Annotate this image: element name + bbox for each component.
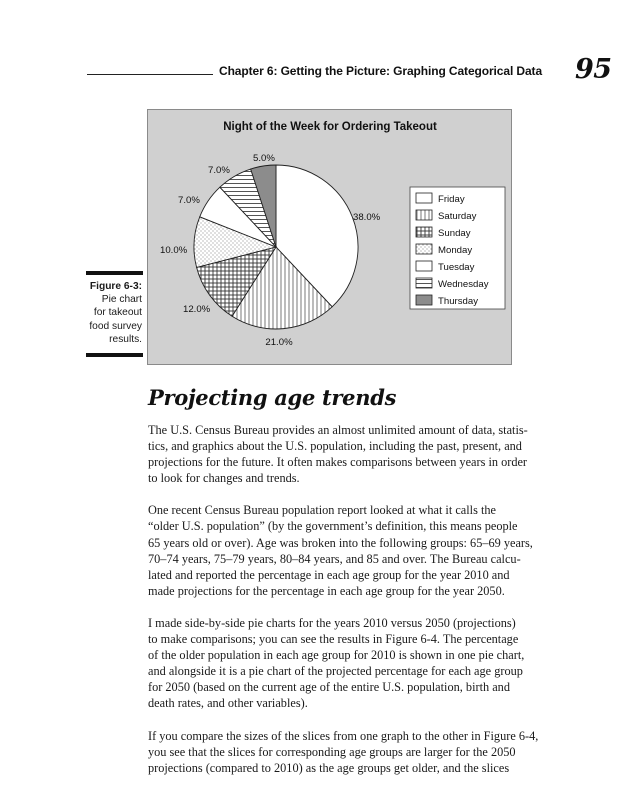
text-line: I made side-by-side pie charts for the years 2010 versus 2050 (projections): [148, 615, 516, 630]
text-line: 70–74 years, 75–79 years, 80–84 years, and 85 and over. The Bureau calcu-: [148, 551, 521, 566]
legend-label-friday: Friday: [438, 194, 465, 205]
slice-value-label: 21.0%: [265, 337, 293, 348]
legend-swatch-thursday: [416, 295, 432, 305]
legend-swatch-sunday: [416, 227, 432, 237]
text-line: 65 years old or over). Age was broken into the following groups: 65–69 years,: [148, 535, 533, 550]
legend-label-monday: Monday: [438, 245, 473, 256]
paragraph: [148, 502, 558, 599]
text-line: tics, and graphics about the U.S. population, including the past, present, and: [148, 439, 522, 454]
text-line: One recent Census Bureau population report looked at what it calls the: [148, 503, 496, 518]
section-heading: Projecting age trends: [148, 385, 397, 410]
text-line: to make comparisons; you can see the results in Figure 6-4. The percentage: [148, 632, 519, 647]
text-line: “older U.S. population” (by the government’s definition, this means people: [148, 519, 518, 534]
text-line: death rates, and other variables).: [148, 696, 308, 711]
text-line: for 2050 (based on the current age of the entire U.S. population, birth and: [148, 680, 510, 695]
legend-label-sunday: Sunday: [438, 228, 471, 239]
caption-line: results.: [109, 333, 142, 345]
legend-swatch-friday: [416, 193, 432, 203]
text-line: and alongside it is a pie chart of the projected percentage for each age group: [148, 664, 523, 679]
legend-swatch-wednesday: [416, 278, 432, 288]
legend-swatch-monday: [416, 244, 432, 254]
legend-label-tuesday: Tuesday: [438, 262, 475, 273]
caption-rule-top: [86, 271, 143, 275]
pie-chart: [148, 110, 513, 366]
figure-label: Figure 6-3:: [89, 281, 142, 292]
caption-line: food survey: [89, 320, 142, 332]
slice-value-label: 12.0%: [183, 304, 211, 315]
slice-value-label: 7.0%: [178, 195, 200, 206]
legend-label-wednesday: Wednesday: [438, 279, 489, 290]
legend-label-saturday: Saturday: [438, 211, 477, 222]
figure-caption: [70, 280, 142, 346]
legend-swatch-saturday: [416, 210, 432, 220]
text-line: projections (compared to 2010) as the age groups get older, and the slices: [148, 760, 510, 775]
header-rule: [87, 74, 213, 75]
page-number: 95: [575, 54, 612, 85]
running-head: Chapter 6: Getting the Picture: Graphing Categorical Data: [219, 64, 543, 78]
slice-value-label: 38.0%: [353, 212, 381, 223]
paragraph: [148, 422, 558, 486]
chart-legend: [410, 187, 505, 309]
slice-value-label: 10.0%: [160, 245, 188, 256]
paragraph: [148, 615, 558, 712]
text-line: you see that the slices for corresponding age groups are larger for the 2050: [148, 744, 516, 759]
text-line: projections for the future. It often makes comparisons between years in order: [148, 455, 528, 470]
text-line: lated and reported the percentage in each age group for the year 2010 and: [148, 567, 510, 582]
text-line: of the older population in each age group for 2010 is shown in one pie chart,: [148, 648, 525, 663]
text-line: If you compare the sizes of the slices from one graph to the other in Figure 6-4,: [148, 728, 539, 743]
caption-line: for takeout: [93, 307, 142, 319]
slice-value-label: 7.0%: [208, 165, 230, 176]
text-line: to look for changes and trends.: [148, 471, 300, 486]
legend-swatch-tuesday: [416, 261, 432, 271]
slice-value-label: 5.0%: [253, 153, 275, 164]
legend-label-thursday: Thursday: [438, 296, 478, 307]
caption-rule-bottom: [86, 353, 143, 357]
pie-chart-figure: [147, 109, 512, 365]
pie-slices: [194, 165, 358, 329]
paragraph: [148, 728, 558, 776]
chart-title: Night of the Week for Ordering Takeout: [223, 121, 437, 133]
body-text: [148, 422, 558, 792]
caption-line: Pie chart: [101, 294, 142, 306]
text-line: The U.S. Census Bureau provides an almost unlimited amount of data, statis-: [148, 423, 528, 437]
text-line: made projections for the percentage in each age group for the year 2050.: [148, 583, 505, 598]
